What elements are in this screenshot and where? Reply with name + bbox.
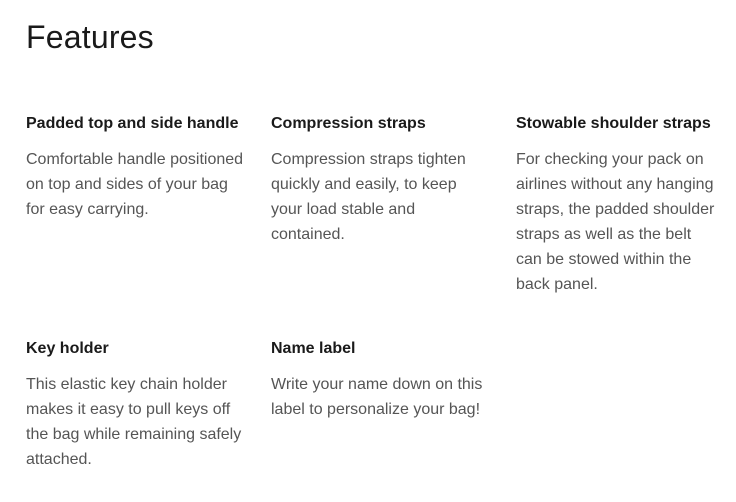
feature-item-name-label (271, 338, 489, 422)
feature-title: Compression straps (271, 115, 426, 132)
feature-title: Stowable shoulder straps (516, 115, 711, 132)
feature-title: Name label (271, 340, 356, 357)
feature-item-key-holder (26, 338, 244, 472)
feature-description: Compression straps tighten quickly and easily, to keep your load stable and contained. (271, 151, 466, 243)
feature-item-compression-straps (271, 113, 489, 247)
feature-item-padded-handle (26, 113, 244, 222)
feature-title: Key holder (26, 340, 109, 357)
feature-item-stowable-shoulder-straps (516, 113, 716, 297)
feature-title: Padded top and side handle (26, 115, 239, 132)
section-title: Features (26, 19, 154, 55)
feature-description: Write your name down on this label to personalize your bag! (271, 376, 483, 418)
feature-description: This elastic key chain holder makes it easy to pull keys off the bag while remaining safely attached. (26, 376, 242, 468)
feature-description: For checking your pack on airlines without any hanging straps, the padded shoulder straps as well as the belt can be stowed within the back panel. (516, 151, 715, 293)
feature-description: Comfortable handle positioned on top and sides of your bag for easy carrying. (26, 151, 244, 218)
